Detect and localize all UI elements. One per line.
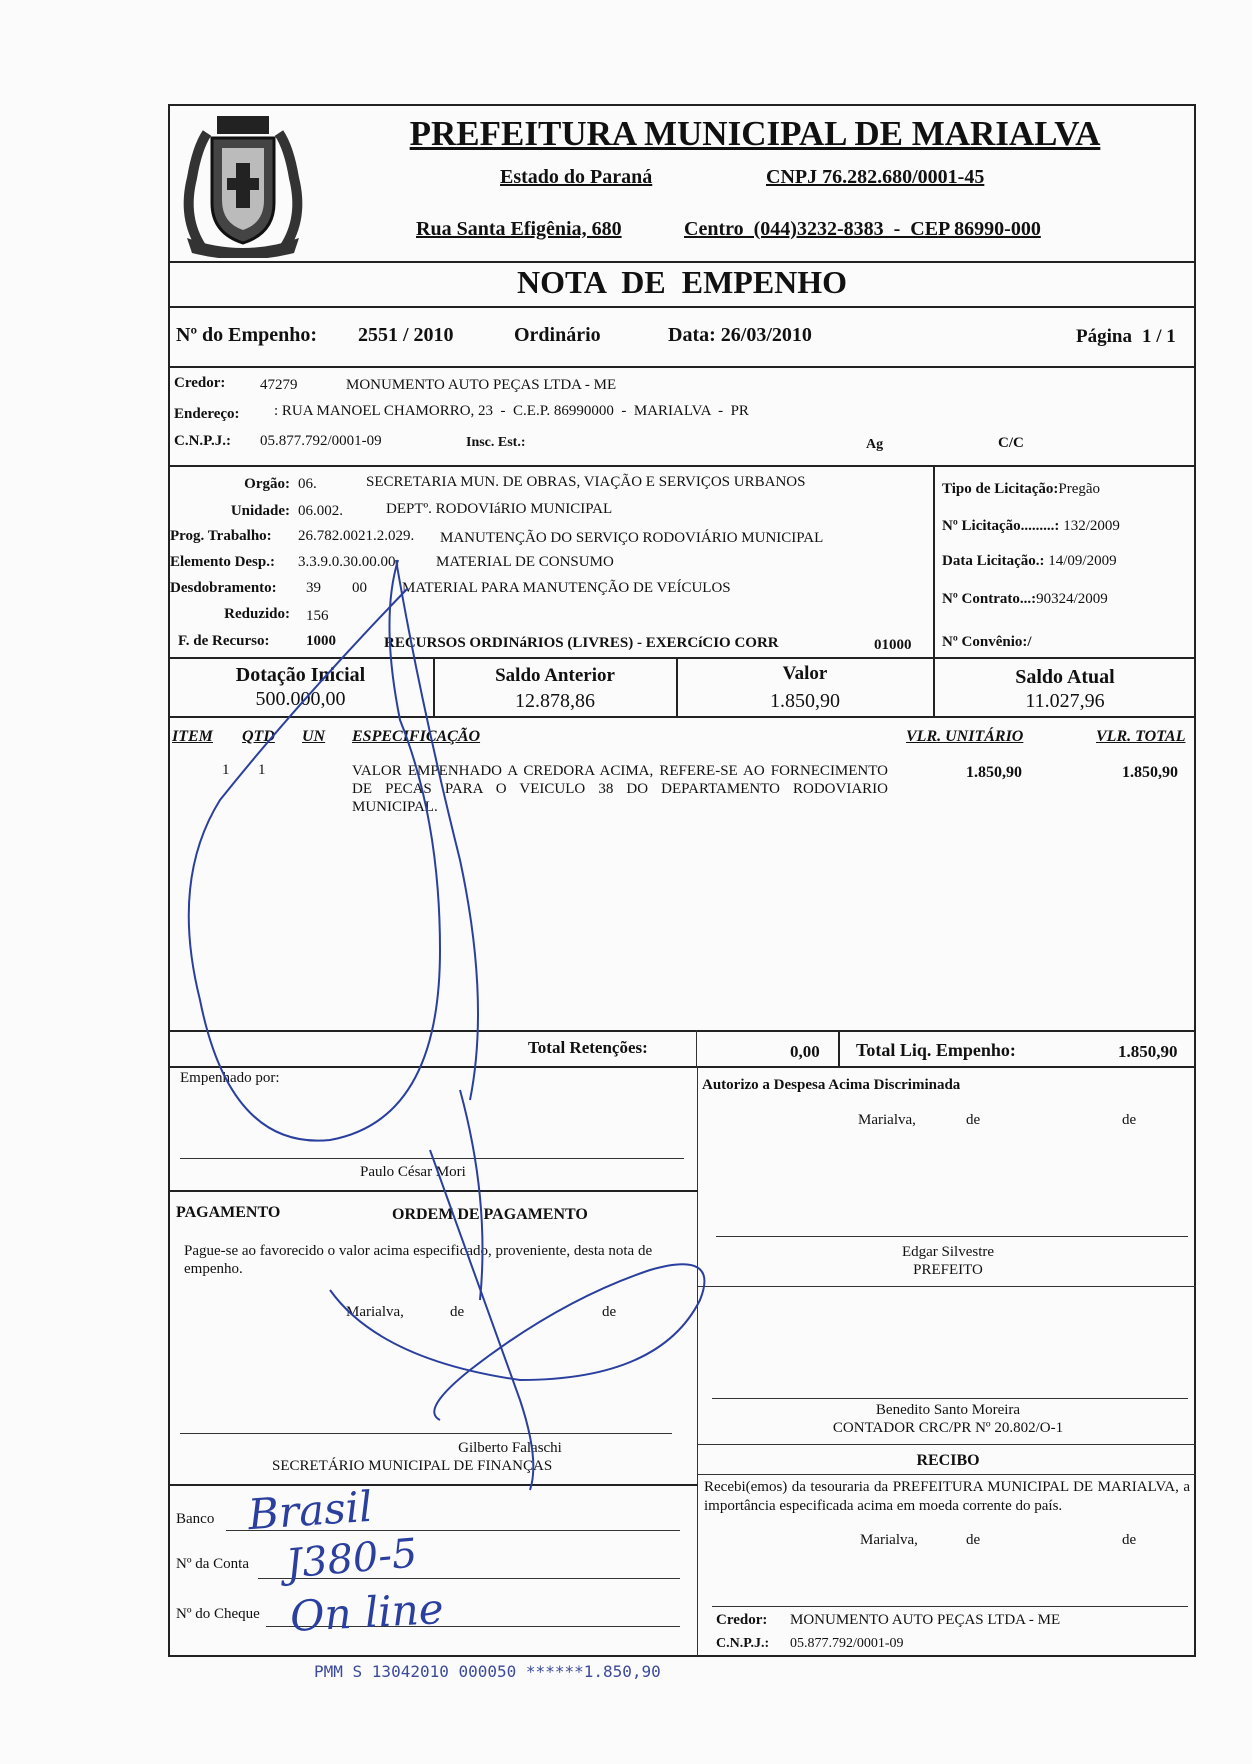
numero-licitacao <box>942 518 1120 535</box>
handwritten-cheque: On line <box>288 1584 445 1641</box>
ordem-pagamento-label: ORDEM DE PAGAMENTO <box>392 1206 588 1223</box>
recibo-cnpj-value: 05.877.792/0001-09 <box>790 1636 904 1651</box>
signer-empenho: Paulo César Mori <box>360 1164 466 1180</box>
saldo-atual-value: 11.027,96 <box>1025 690 1105 712</box>
ag-label: Ag <box>866 437 884 452</box>
header-cnpj: CNPJ 76.282.680/0001-45 <box>766 166 985 188</box>
prog-name: MANUTENÇÃO DO SERVIÇO RODOVIÁRIO MUNICIPAL <box>440 530 824 546</box>
credor-code: 47279 <box>260 377 298 393</box>
elemento-code: 3.3.9.0.30.00.00. <box>298 554 400 570</box>
recurso-name: RECURSOS ORDINáRIOS (LIVRES) - EXERCíCIO CORR <box>384 635 779 651</box>
data-licitacao <box>942 553 1117 570</box>
autorizo-label: Autorizo a Despesa Acima Discriminada <box>702 1077 961 1093</box>
endereco-value: : RUA MANOEL CHAMORRO, 23 - C.E.P. 86990000 - MARIALVA - PR <box>274 403 749 419</box>
cnpj-value: 05.877.792/0001-09 <box>260 433 382 449</box>
col-especificacao: ESPECIFICAÇÃO <box>352 728 481 745</box>
data-licitacao-label: Data Licitação.: <box>942 553 1045 569</box>
banco-label: Banco <box>176 1511 215 1527</box>
insc-est-label: Insc. Est.: <box>466 435 526 450</box>
page-number: 1 / 1 <box>1142 326 1176 347</box>
pague-se-text: Pague-se ao favorecido o valor acima especificado, proveniente, desta nota de empenho. <box>184 1243 653 1277</box>
dotacao-value: 500.000,00 <box>255 688 346 710</box>
desdobramento-name: MATERIAL PARA MANUTENÇÃO DE VEÍCULOS <box>402 580 731 596</box>
elemento-label: Elemento Desp.: <box>170 554 275 570</box>
prog-code: 26.782.0021.2.029. <box>298 528 415 544</box>
recibo-marialva: Marialva, <box>860 1532 918 1548</box>
valor-value: 1.850,90 <box>770 690 840 712</box>
recibo-title: RECIBO <box>916 1452 980 1469</box>
total-liquido-value: 1.850,90 <box>1118 1042 1178 1061</box>
orgao-code: 06. <box>298 476 317 492</box>
pagamento-label: PAGAMENTO <box>176 1204 281 1221</box>
retencoes-value: 0,00 <box>790 1042 820 1061</box>
unidade-label: Unidade: <box>230 503 290 519</box>
document-title: NOTA DE EMPENHO <box>516 264 848 300</box>
orgao-name: SECRETARIA MUN. DE OBRAS, VIAÇÃO E SERVIÇOS URBANOS <box>366 474 806 490</box>
item-number: 1 <box>222 762 230 778</box>
reduzido-value: 156 <box>306 608 329 624</box>
recibo-credor-label: Credor: <box>716 1612 768 1628</box>
cc-label: C/C <box>998 435 1024 451</box>
header-title: PREFEITURA MUNICIPAL DE MARIALVA <box>409 114 1101 153</box>
desdobramento-code1: 39 <box>306 580 321 596</box>
coat-of-arms-logo <box>172 108 314 258</box>
valor-label: Valor <box>782 663 828 684</box>
prog-label: Prog. Trabalho: <box>170 528 272 544</box>
recibo-de-2: de <box>1122 1532 1137 1548</box>
pagamento-de-1: de <box>450 1304 465 1320</box>
endereco-label: Endereço: <box>174 406 240 422</box>
saldo-anterior-label: Saldo Anterior <box>495 665 615 686</box>
elemento-name: MATERIAL DE CONSUMO <box>436 554 614 570</box>
col-item: ITEM <box>172 728 213 745</box>
saldo-anterior-value: 12.878,86 <box>515 690 595 712</box>
tipo-licitacao <box>942 481 1100 498</box>
desdobramento-code2: 00 <box>352 580 367 596</box>
recibo-text: Recebi(emos) da tesouraria da PREFEITURA MUNICIPAL DE MARIALVA, a importância especificada acima em moeda corrente do país. <box>704 1479 1190 1514</box>
numero-licitacao-label: Nº Licitação.........: <box>942 518 1060 534</box>
recurso-number: 01000 <box>874 637 912 653</box>
handwritten-banco: Brasil <box>246 1481 374 1540</box>
autorizo-de-2: de <box>1122 1112 1137 1128</box>
reduzido-label: Reduzido: <box>224 606 290 622</box>
empenho-type: Ordinário <box>514 324 601 346</box>
contador-role: CONTADOR CRC/PR Nº 20.802/O-1 <box>832 1420 1064 1436</box>
unidade-code: 06.002. <box>298 503 343 519</box>
recurso-label: F. de Recurso: <box>178 633 270 649</box>
unidade-name: DEPTº. RODOVIáRIO MUNICIPAL <box>386 501 613 517</box>
tipo-licitacao-value: Pregão <box>1058 481 1101 497</box>
header-address: Rua Santa Efigênia, 680 <box>416 218 622 240</box>
prefeito-role: PREFEITO <box>913 1262 983 1278</box>
col-valor-unitario: VLR. UNITÁRIO <box>906 728 1024 745</box>
col-valor-total: VLR. TOTAL <box>1096 728 1186 745</box>
col-un: UN <box>302 728 326 745</box>
signer-financas: Gilberto Falaschi <box>458 1440 562 1456</box>
cnpj-label: C.N.P.J.: <box>174 433 231 449</box>
data-licitacao-value: 14/09/2009 <box>1048 553 1117 569</box>
empenho-number: 2551 / 2010 <box>358 324 454 346</box>
recibo-credor-name: MONUMENTO AUTO PEÇAS LTDA - ME <box>790 1612 1061 1628</box>
numero-contrato <box>942 591 1108 608</box>
item-qtd: 1 <box>258 762 266 778</box>
prefeito-name: Edgar Silvestre <box>901 1244 995 1260</box>
empenho-date: Data: 26/03/2010 <box>668 324 812 346</box>
footer-stamp: PMM S 13042010 000050 ******1.850,90 <box>314 1662 661 1681</box>
desdobramento-label: Desdobramento: <box>170 580 277 596</box>
autorizo-de-1: de <box>966 1112 981 1128</box>
total-liquido-label: Total Liq. Empenho: <box>856 1040 1016 1060</box>
numero-licitacao-value: 132/2009 <box>1063 518 1120 534</box>
retencoes-label: Total Retenções: <box>528 1038 648 1057</box>
item-specification: VALOR EMPENHADO A CREDORA ACIMA, REFERE-SE AO FORNECIMENTO DE PECAS PARA O VEICULO 38 DO DEPARTAMENTO RODOVIARIO MUNICIPAL. <box>352 763 888 815</box>
handwritten-conta: J380-5 <box>284 1530 420 1588</box>
dotacao-label: Dotação Inicial <box>235 664 366 686</box>
orgao-label: Orgão: <box>244 476 290 492</box>
empenhado-por-label: Empenhado por: <box>180 1070 280 1086</box>
contador-name: Benedito Santo Moreira <box>875 1402 1021 1418</box>
numero-convenio: Nº Convênio:/ <box>942 634 1032 650</box>
autorizo-marialva: Marialva, <box>858 1112 916 1128</box>
credor-name: MONUMENTO AUTO PEÇAS LTDA - ME <box>346 377 617 393</box>
signer-financas-role: SECRETÁRIO MUNICIPAL DE FINANÇAS <box>272 1458 553 1474</box>
header-contact: Centro (044)3232-8383 - CEP 86990-000 <box>684 218 1041 240</box>
recurso-code: 1000 <box>306 633 336 649</box>
empenho-label: Nº do Empenho: <box>176 324 318 346</box>
pagamento-marialva: Marialva, <box>346 1304 404 1320</box>
cheque-label: Nº do Cheque <box>176 1606 260 1622</box>
numero-contrato-value: 90324/2009 <box>1036 591 1108 607</box>
item-unit-value: 1.850,90 <box>966 764 1022 781</box>
recibo-de-1: de <box>966 1532 981 1548</box>
header-state: Estado do Paraná <box>500 166 653 188</box>
tipo-licitacao-label: Tipo de Licitação: <box>942 481 1059 497</box>
numero-contrato-label: Nº Contrato...: <box>942 591 1037 607</box>
col-qtd: QTD <box>242 728 275 745</box>
credor-label: Credor: <box>174 375 226 391</box>
recibo-cnpj-label: C.N.P.J.: <box>716 1636 770 1651</box>
pagamento-de-2: de <box>602 1304 617 1320</box>
saldo-atual-label: Saldo Atual <box>1015 666 1115 688</box>
item-total-value: 1.850,90 <box>1122 764 1178 781</box>
conta-label: Nº da Conta <box>176 1556 249 1572</box>
page-label: Página <box>1076 326 1132 347</box>
